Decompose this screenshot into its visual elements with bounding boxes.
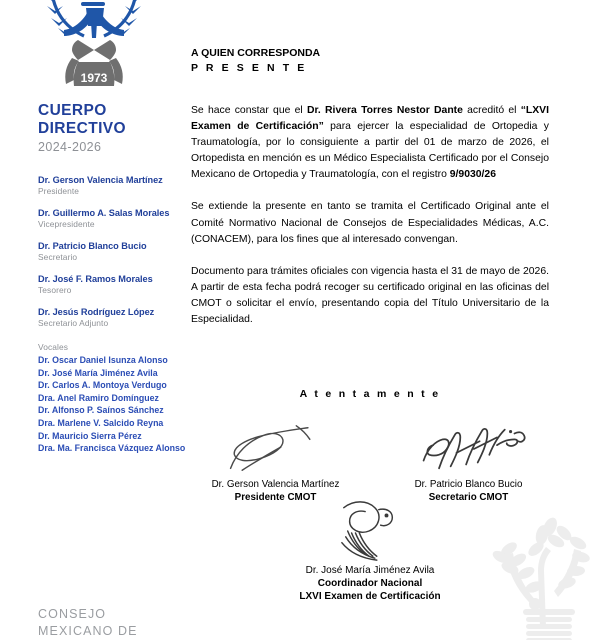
officer-item xyxy=(38,306,186,329)
signature-mark-president xyxy=(188,420,363,478)
signature-mark-secretary xyxy=(381,420,556,478)
vocales-label: Vocales xyxy=(38,342,69,352)
addressee-block xyxy=(191,46,320,76)
footer-brand-line2: MEXICANO DE xyxy=(38,624,138,638)
signature-title: Coordinador Nacional xyxy=(317,578,423,589)
vocal-name: Dr. José María Jiménez Avila xyxy=(38,367,158,378)
letter-paragraphs xyxy=(191,103,549,344)
officer-name: Dr. Patricio Blanco Bucio xyxy=(38,241,147,251)
officer-role: Presidente xyxy=(38,186,80,196)
officer-name: Dr. José F. Ramos Morales xyxy=(38,274,153,284)
letter-body xyxy=(191,0,571,640)
sidebar xyxy=(0,0,186,640)
signature-name: Dr. Patricio Blanco Bucio xyxy=(414,479,523,490)
officer-role: Tesorero xyxy=(38,285,72,295)
letter-paragraph xyxy=(191,199,549,247)
body-text: Documento para trámites oficiales con vigencia hasta el 31 de mayo de 2026. A partir de esta fecha podrá recoger su certificado original en las oficinas del CMOT o solicitar el envío, presentando copia del Título Universitario de la Especialidad. xyxy=(191,265,549,326)
vocal-name: Dra. Marlene V. Salcido Reyna xyxy=(38,417,164,428)
body-text: para ejercer la especialidad de Ortopedia y Traumatología, por lo consiguiente a partir del 01 de marzo de 2026, el Ortopedista en mención es un Médico Especialista Certificado por el Consejo Mexicano de Ortopedia y Traumatología, con el registro xyxy=(191,121,549,181)
letter-paragraph xyxy=(191,103,549,183)
emphasis-text: 9/9030/26 xyxy=(449,169,496,181)
addressee-line-2: P R E S E N T E xyxy=(191,62,307,74)
officer-item xyxy=(38,273,186,296)
signature-title: Secretario CMOT xyxy=(428,492,509,503)
sidebar-body xyxy=(0,102,186,455)
signature-block-secretary xyxy=(381,420,556,504)
letter-paragraph xyxy=(191,264,549,328)
vocal-name: Dra. Anel Ramiro Domínguez xyxy=(38,392,159,403)
signature-block-coordinator xyxy=(191,498,549,603)
signature-title: Presidente CMOT xyxy=(234,492,317,503)
vocal-name: Dr. Oscar Daniel Isunza Alonso xyxy=(38,355,168,365)
officer-item xyxy=(38,174,186,197)
officer-item xyxy=(38,207,186,230)
emphasis-text: Dr. Rivera Torres Nestor Dante xyxy=(306,105,463,116)
vocal-name: Dra. Ma. Francisca Vázquez Alonso xyxy=(38,443,186,454)
signature-row xyxy=(188,420,556,504)
signature-name: Dr. Gerson Valencia Martínez xyxy=(211,479,340,490)
officer-role: Vicepresidente xyxy=(38,219,95,229)
officer-name: Dr. Gerson Valencia Martínez xyxy=(38,175,163,185)
closing-salutation: A t e n t a m e n t e xyxy=(299,388,441,400)
footer-brand-line1: CONSEJO xyxy=(38,607,107,621)
vocal-name: Dr. Mauricio Sierra Pérez xyxy=(38,430,142,441)
logo-year-text: 1973 xyxy=(80,71,108,85)
officer-role: Secretario Adjunto xyxy=(38,318,109,328)
sidebar-title: CUERPO DIRECTIVO xyxy=(38,102,126,137)
cmot-emblem-logo xyxy=(18,0,168,94)
signature-subtitle: LXVI Examen de Certificación xyxy=(299,591,441,602)
body-text: Se extiende la presente en tanto se tramita el Certificado Original ante el Comité Normativo Nacional de Consejos de Especialidades Médicas, A.C. (CONACEM), para los fines que al interesado convengan. xyxy=(191,201,549,245)
officer-item xyxy=(38,240,186,263)
addressee-line-1: A QUIEN CORRESPONDA xyxy=(191,47,321,59)
vocal-name: Dr. Carlos A. Montoya Verdugo xyxy=(38,380,167,391)
body-text: Se hace constar que el xyxy=(191,105,307,116)
signature-name: Dr. José María Jiménez Avila xyxy=(305,565,435,576)
vocal-name: Dr. Alfonso P. Saínos Sánchez xyxy=(38,405,164,416)
officer-role: Secretario xyxy=(38,252,78,262)
body-text: acreditó el xyxy=(462,105,521,116)
signature-mark-coordinator xyxy=(191,498,549,564)
footer-brand xyxy=(38,606,138,640)
officers-list xyxy=(0,174,186,329)
emphasis-text: “LXVI Examen de Certificación” xyxy=(191,105,549,133)
officer-name: Dr. Jesús Rodríguez López xyxy=(38,307,155,317)
sidebar-subtitle: 2024-2026 xyxy=(38,140,102,154)
signature-block-president xyxy=(188,420,363,504)
officer-name: Dr. Guillermo A. Salas Morales xyxy=(38,208,170,218)
vocales-list xyxy=(0,341,186,455)
